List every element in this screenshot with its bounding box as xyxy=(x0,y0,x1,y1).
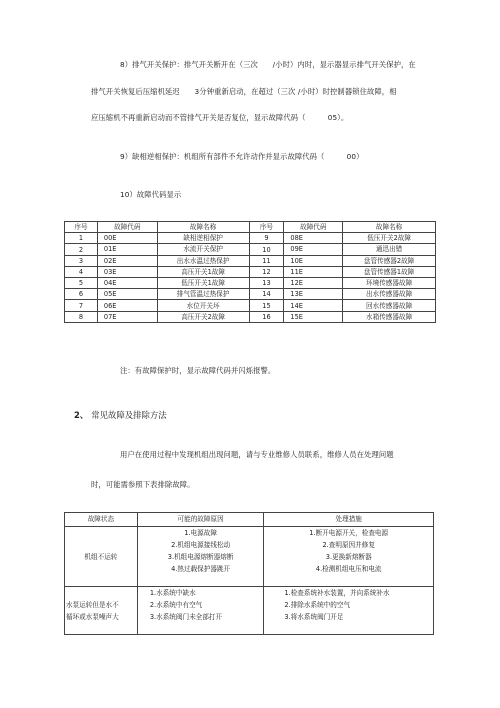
remedy-list xyxy=(264,527,434,587)
header-name-2: 故障名称 xyxy=(343,222,436,233)
cell-name: 水位开关坏 xyxy=(157,300,249,311)
intro-line-1: 用户在使用过程中发现机组出现问题，请与专业维修人员联系，维修人员在处理问题 xyxy=(120,450,394,459)
remedy-list xyxy=(264,587,434,635)
cell-name: 缺相逆相保护 xyxy=(157,233,249,244)
cell-index: 2 xyxy=(65,244,98,255)
remedy-item: 3.更换新熔断器 xyxy=(325,553,372,561)
fault-state xyxy=(65,587,138,635)
cause-item: 2.机组电源接线松动 xyxy=(171,541,231,549)
troubleshooting-header-row xyxy=(65,513,434,527)
remedy-item: 4.检测机组电压和电流 xyxy=(315,565,382,573)
table-row xyxy=(65,527,434,587)
remedy-item: 2.排除水系统中的空气 xyxy=(284,601,351,609)
para-10-heading: 10）故障代码显示 xyxy=(120,190,182,199)
cell-code: 15E xyxy=(284,311,343,322)
table-row xyxy=(65,587,434,635)
header-possible-cause: 可能的故障原因 xyxy=(137,513,264,527)
table-row xyxy=(65,300,436,311)
header-fault-state: 故障状态 xyxy=(65,513,138,527)
fault-code-note: 注：有故障保护时，显示故障代码并闪烁报警。 xyxy=(120,366,276,375)
cell-code: 07E xyxy=(97,311,157,322)
remedy-item: 1.断开电源开关，检查电源 xyxy=(309,529,389,537)
fault-state-line: 循环或水泵噪声大 xyxy=(66,612,119,621)
table-row xyxy=(65,255,436,266)
cell-code: 03E xyxy=(97,266,157,277)
cell-code: 02E xyxy=(97,255,157,266)
cell-name: 低压开关1故障 xyxy=(157,277,249,288)
para-8-line-2: 排气开关恢复后压缩机延迟 3分钟重新启动，在超过（三次 /小时）时控制器锁住故障，相 xyxy=(91,87,397,96)
table-row xyxy=(65,244,436,255)
cell-code: 06E xyxy=(97,300,157,311)
cell-index: 8 xyxy=(65,311,98,322)
cell-name: 低压开关2故障 xyxy=(343,233,436,244)
cell-code: 12E xyxy=(284,277,343,288)
cell-code: 14E xyxy=(284,300,343,311)
fault-state-line: 水泵运转但是水不 xyxy=(66,600,119,609)
cell-index: 15 xyxy=(249,300,284,311)
cell-index: 14 xyxy=(249,289,284,300)
cell-index: 5 xyxy=(65,277,98,288)
table-row xyxy=(65,277,436,288)
para-8-line-3: 应压缩机不再重新启动而不管排气开关是否复位，显示故障代码（ 05）。 xyxy=(91,113,349,122)
cell-name: 水箱传感器故障 xyxy=(343,311,436,322)
para-8-line-1: 8）排气开关保护：排气开关断开在（三次 /小时）内时，显示器显示排气开关保护，在 xyxy=(120,60,416,69)
section-2-title: 常见故障及排除方法 xyxy=(91,410,167,420)
cell-name: 出水传感器故障 xyxy=(343,289,436,300)
cell-index: 12 xyxy=(249,266,284,277)
cause-list xyxy=(137,527,264,587)
remedy-item: 1.检查系统补水装置，并向系统补水 xyxy=(284,589,390,597)
cell-name: 高压开关2故障 xyxy=(157,311,249,322)
header-index-2: 序号 xyxy=(249,222,284,233)
intro-line-2: 时，可能需参照下表排除故障。 xyxy=(91,480,195,489)
table-row xyxy=(65,289,436,300)
cell-name: 回水传感器故障 xyxy=(343,300,436,311)
cell-code: 08E xyxy=(284,233,343,244)
cell-index: 7 xyxy=(65,300,98,311)
cell-code: 00E xyxy=(97,233,157,244)
cell-name: 排气管温过热保护 xyxy=(157,289,249,300)
table-row xyxy=(65,311,436,322)
table-row xyxy=(65,266,436,277)
header-code-2: 故障代码 xyxy=(284,222,343,233)
remedy-item: 2.查明原因并修复 xyxy=(322,541,375,549)
section-2-number: 2、 xyxy=(74,410,89,420)
cause-list xyxy=(137,587,264,635)
cause-item: 1.电源故障 xyxy=(184,529,217,537)
cell-code: 09E xyxy=(284,244,343,255)
cause-item: 3.机组电源熔断器熔断 xyxy=(167,553,234,561)
cell-index: 11 xyxy=(249,255,284,266)
cell-index: 4 xyxy=(65,266,98,277)
remedy-item: 3.将水系统阀门开足 xyxy=(284,613,344,621)
fault-code-header-row xyxy=(65,222,436,233)
cell-code: 11E xyxy=(284,266,343,277)
table-row xyxy=(65,233,436,244)
header-name: 故障名称 xyxy=(157,222,249,233)
cell-index: 9 xyxy=(249,233,284,244)
cell-code: 05E xyxy=(97,289,157,300)
header-code: 故障代码 xyxy=(97,222,157,233)
cell-name: 盘管传感器1故障 xyxy=(343,266,436,277)
cell-name: 高压开关1故障 xyxy=(157,266,249,277)
cell-code: 13E xyxy=(284,289,343,300)
section-2-heading xyxy=(74,410,167,421)
cell-name: 环境传感器故障 xyxy=(343,277,436,288)
cell-name: 盘管传感器2故障 xyxy=(343,255,436,266)
cell-index: 16 xyxy=(249,311,284,322)
cause-item: 1.水系统中缺水 xyxy=(149,589,196,597)
cause-item: 2.水系统中有空气 xyxy=(149,601,203,609)
header-remedy: 处理措施 xyxy=(264,513,434,527)
cause-item: 3.水系统阀门未全部打开 xyxy=(149,613,223,621)
para-9: 9）缺相逆相保护：机组所有部件不允许动作并显示故障代码（ 00） xyxy=(120,152,364,161)
cell-name: 通迅出错 xyxy=(343,244,436,255)
cell-index: 6 xyxy=(65,289,98,300)
cell-name: 水流开关保护 xyxy=(157,244,249,255)
cell-code: 04E xyxy=(97,277,157,288)
header-index: 序号 xyxy=(65,222,98,233)
cell-index: 10 xyxy=(249,244,284,255)
troubleshooting-table xyxy=(64,512,434,635)
cell-code: 10E xyxy=(284,255,343,266)
cell-index: 3 xyxy=(65,255,98,266)
cell-code: 01E xyxy=(97,244,157,255)
fault-code-table xyxy=(64,221,436,323)
cause-item: 4.热过载保护器跳开 xyxy=(171,565,231,573)
cell-name: 出水水温过热保护 xyxy=(157,255,249,266)
cell-index: 1 xyxy=(65,233,98,244)
cell-index: 13 xyxy=(249,277,284,288)
fault-state: 机组不运转 xyxy=(65,527,138,587)
